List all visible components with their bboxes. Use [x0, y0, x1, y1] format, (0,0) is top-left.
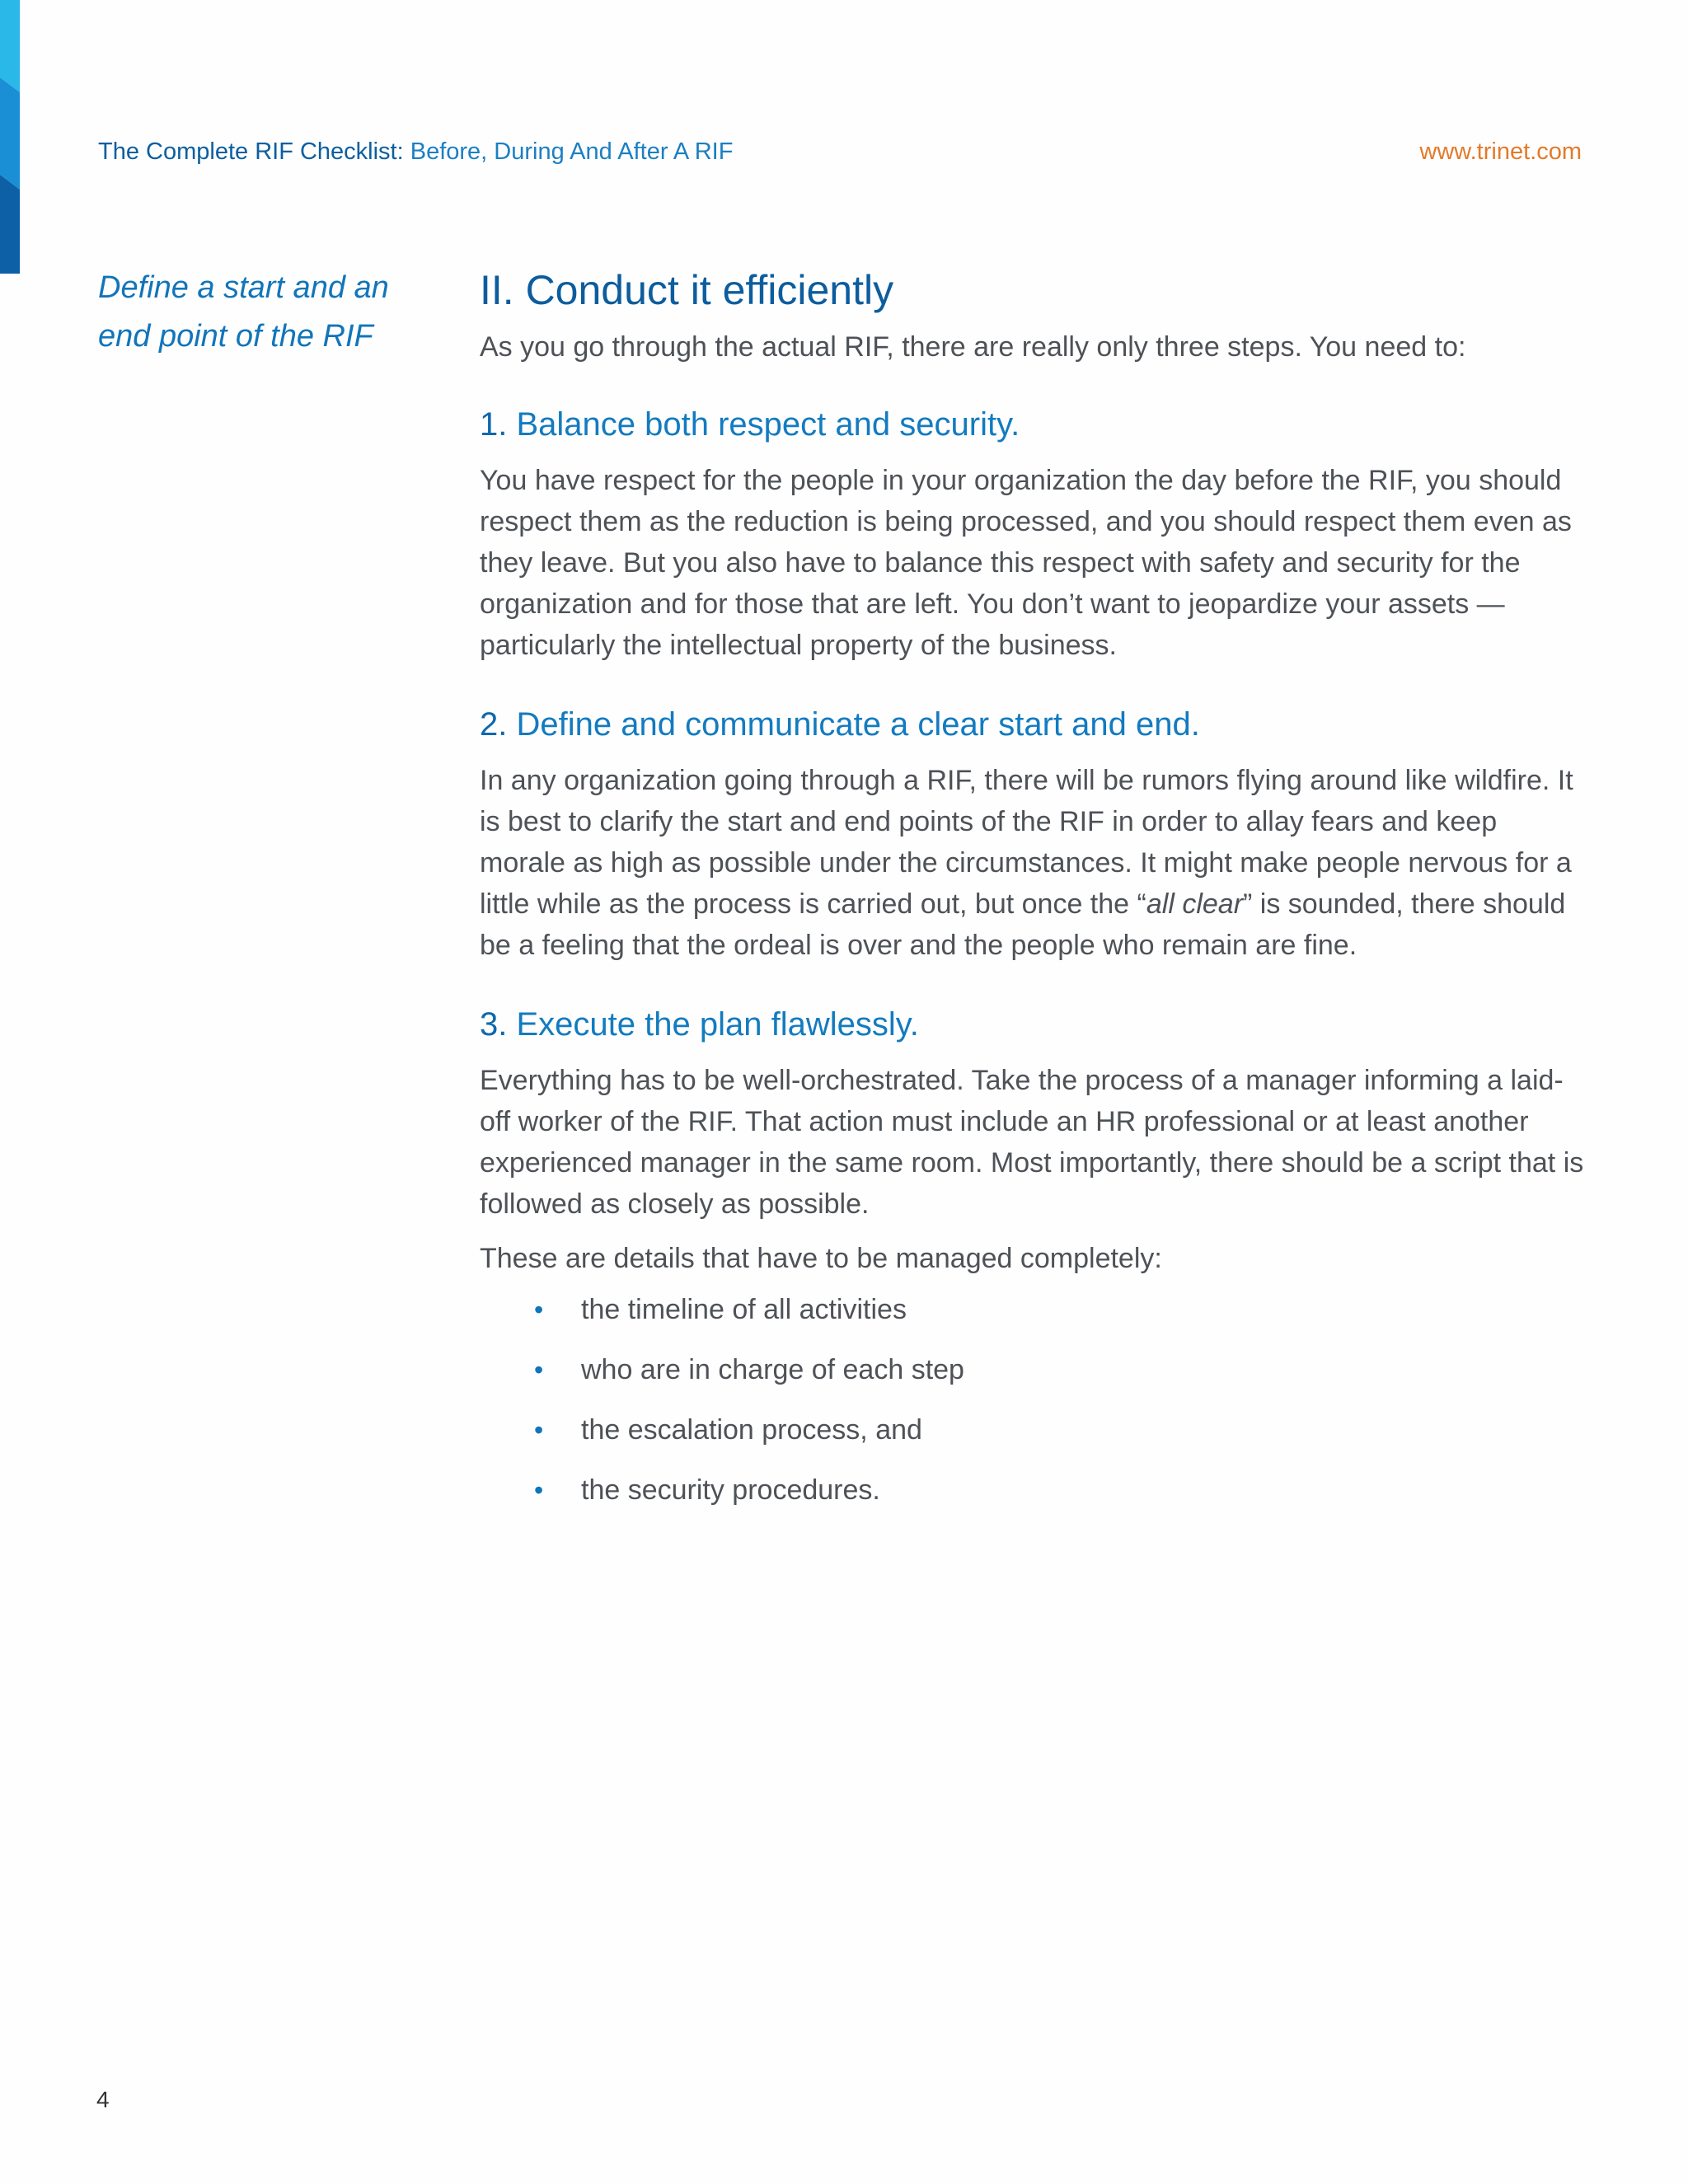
corner-accent-graphic	[0, 0, 20, 274]
document-title	[98, 135, 733, 168]
step-2-number: 2.	[480, 706, 508, 743]
document-title-subtitle: Before, During And After A RIF	[410, 138, 734, 165]
list-item	[480, 1349, 1584, 1390]
list-item-text: the escalation process, and	[581, 1414, 922, 1446]
step-2-body-start: In any organization going through a RIF, there will be rumors flying around like wildfire. It is best to clarify the start and end points of the RIF in order to allay fears and keep morale as high as possible under the circumstances. It might make people nervous for a little while as the process is carried out, but once the “	[480, 765, 1573, 920]
details-list	[480, 1289, 1584, 1511]
details-intro: These are details that have to be managed completely:	[480, 1243, 1162, 1274]
step-2-body-emphasis: all clear	[1146, 888, 1244, 920]
main-content	[480, 264, 1584, 1530]
step-3-number: 3.	[480, 1006, 508, 1043]
section-title: II. Conduct it efficiently	[480, 267, 894, 313]
step-2-body	[480, 760, 1584, 966]
sidebar-callout: Define a start and an end point of the RIF	[98, 270, 389, 354]
section-intro: As you go through the actual RIF, there are really only three steps. You need to:	[480, 331, 1466, 363]
document-title-main: The Complete RIF Checklist:	[98, 138, 404, 165]
bullet-icon: •	[534, 1355, 544, 1385]
list-item	[480, 1289, 1584, 1330]
bullet-icon: •	[534, 1475, 544, 1505]
step-3-body: Everything has to be well-orchestrated. Take the process of a manager informing a laid-off worker of the RIF. That action must include an HR professional or at least another experienced manager in the same room. Most importantly, there should be a script that is followed as closely as possible.	[480, 1065, 1584, 1220]
list-item-text: the security procedures.	[581, 1474, 880, 1506]
bullet-icon: •	[534, 1295, 544, 1324]
list-item-text: who are in charge of each step	[581, 1354, 964, 1385]
page-number: 4	[96, 2087, 110, 2112]
corner-accent-shape	[0, 0, 20, 274]
list-item	[480, 1469, 1584, 1511]
step-1-title: Balance both respect and security.	[516, 406, 1020, 443]
step-1-body: You have respect for the people in your organization the day before the RIF, you should respect them as the reduction is being processed, and you should respect them even as they leave. But you also have to balance this respect with safety and security for the organization and for those that are left. You don’t want to jeopardize your assets — particularly the intellectual property of the business.	[480, 465, 1572, 661]
website-link[interactable]: www.trinet.com	[1419, 138, 1582, 165]
step-2-body-end: ” is sounded, there should be a feeling that the ordeal is over and the people who remain are fine.	[480, 888, 1566, 961]
step-1-heading	[480, 402, 1584, 447]
page-header	[98, 135, 1582, 168]
step-3-title: Execute the plan flawlessly.	[516, 1006, 919, 1043]
list-item-text: the timeline of all activities	[581, 1294, 907, 1325]
step-2-heading	[480, 702, 1584, 747]
step-1-number: 1.	[480, 406, 508, 443]
step-3-heading	[480, 1002, 1584, 1047]
step-2-title: Define and communicate a clear start and end.	[516, 706, 1200, 743]
list-item	[480, 1409, 1584, 1451]
bullet-icon: •	[534, 1415, 544, 1445]
